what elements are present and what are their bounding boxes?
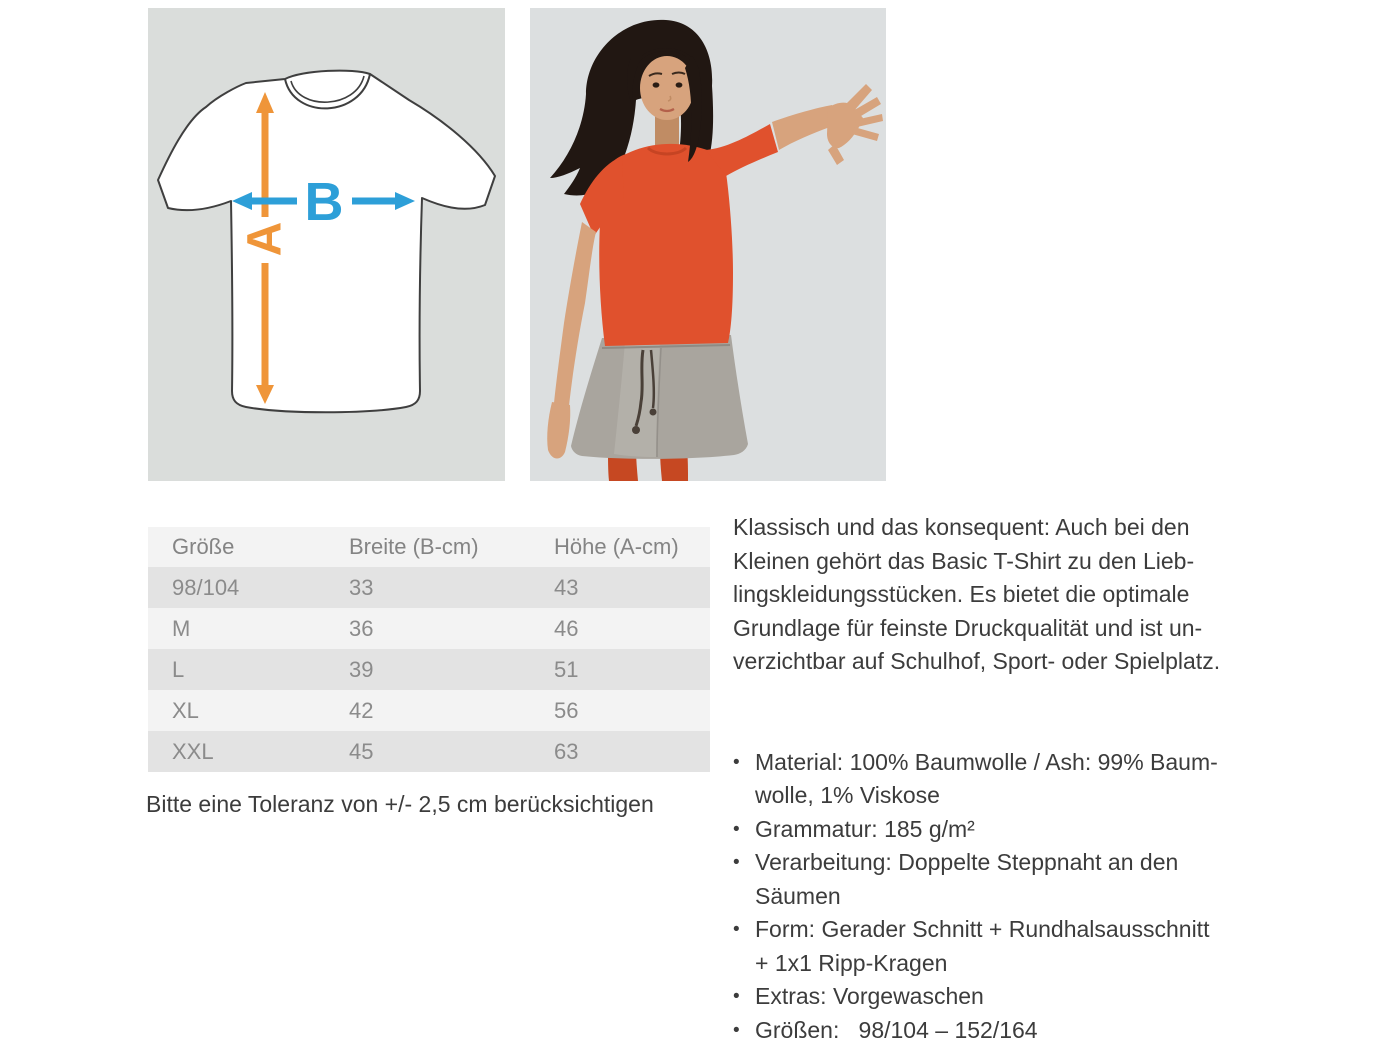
col-header-breite: Breite (B-cm): [325, 527, 530, 567]
table-row: [148, 608, 710, 649]
list-item-grammatur: [733, 813, 1281, 847]
tolerance-note: Bitte eine Toleranz von +/- 2,5 cm berücksichtigen: [146, 791, 654, 818]
list-item-verarbeitung: [733, 846, 1281, 913]
arm-extended: [772, 84, 883, 165]
hoehe-cell: 63: [530, 731, 710, 772]
breite-cell: 42: [325, 690, 530, 731]
product-attributes-list: [733, 746, 1281, 1047]
breite-cell: 33: [325, 567, 530, 608]
skirt: [571, 335, 748, 459]
bullet-text: Säumen: [755, 880, 1281, 914]
size-cell: 98/104: [148, 567, 325, 608]
paragraph-line: lingskleidungsstücken. Es bietet die optimale: [733, 578, 1281, 612]
hoehe-cell: 43: [530, 567, 710, 608]
col-header-groesse: Größe: [148, 527, 325, 567]
thumb: [828, 144, 844, 165]
tshirt-measure-diagram: [148, 8, 505, 481]
girl-model-illustration: [530, 8, 886, 481]
paragraph-line: Klassisch und das konsequent: Auch bei den: [733, 511, 1281, 545]
bullet-text: Verarbeitung: Doppelte Steppnaht an den: [755, 846, 1281, 880]
size-cell: XXL: [148, 731, 325, 772]
paragraph-line: Grundlage für feinste Druckqualität und ist un-: [733, 612, 1281, 646]
size-cell: XL: [148, 690, 325, 731]
finger-4: [852, 127, 879, 141]
list-item-extras: [733, 980, 1281, 1014]
paragraph-line: Kleinen gehört das Basic T-Shirt zu den Lieb-: [733, 545, 1281, 579]
bullet-icon: •: [733, 846, 755, 913]
table-row: [148, 567, 710, 608]
breite-cell: 45: [325, 731, 530, 772]
bullet-text: wolle, 1% Viskose: [755, 779, 1281, 813]
bullet-text: Extras: Vorgewaschen: [755, 980, 1281, 1014]
size-table-header-row: [148, 527, 710, 567]
table-row: [148, 649, 710, 690]
col-header-hoehe: Höhe (A-cm): [530, 527, 710, 567]
size-cell: L: [148, 649, 325, 690]
product-description: [733, 511, 1281, 1047]
table-row: [148, 690, 710, 731]
face: [640, 56, 694, 120]
bullet-icon: •: [733, 746, 755, 813]
description-paragraph: [733, 511, 1281, 679]
hoehe-cell: 51: [530, 649, 710, 690]
tshirt-outline: [158, 71, 495, 413]
list-item-material: [733, 746, 1281, 813]
list-item-form: [733, 913, 1281, 980]
bullet-text: Form: Gerader Schnitt + Rundhalsausschnitt: [755, 913, 1281, 947]
list-item-groessen: [733, 1014, 1281, 1047]
hoehe-cell: 46: [530, 608, 710, 649]
hoehe-cell: 56: [530, 690, 710, 731]
breite-cell: 39: [325, 649, 530, 690]
product-photo-panel: [530, 8, 886, 481]
eye-left: [653, 82, 660, 87]
breite-cell: 36: [325, 608, 530, 649]
bullet-text: Größen: 98/104 – 152/164: [755, 1014, 1281, 1047]
hand-hanging: [547, 402, 570, 459]
label-a: A: [239, 222, 292, 257]
size-table: [148, 527, 710, 772]
table-row: [148, 731, 710, 772]
size-diagram-panel: [148, 8, 505, 481]
bullet-icon: •: [733, 913, 755, 980]
bullet-text: Material: 100% Baumwolle / Ash: 99% Baum-: [755, 746, 1281, 780]
bullet-text: + 1x1 Ripp-Kragen: [755, 947, 1281, 981]
bullet-text: Grammatur: 185 g/m²: [755, 813, 1281, 847]
paragraph-line: verzichtbar auf Schulhof, Sport- oder Spielplatz.: [733, 645, 1281, 679]
eye-right: [676, 82, 683, 87]
bullet-icon: •: [733, 1014, 755, 1047]
bullet-icon: •: [733, 980, 755, 1014]
bullet-icon: •: [733, 813, 755, 847]
size-cell: M: [148, 608, 325, 649]
label-b: B: [305, 172, 344, 232]
